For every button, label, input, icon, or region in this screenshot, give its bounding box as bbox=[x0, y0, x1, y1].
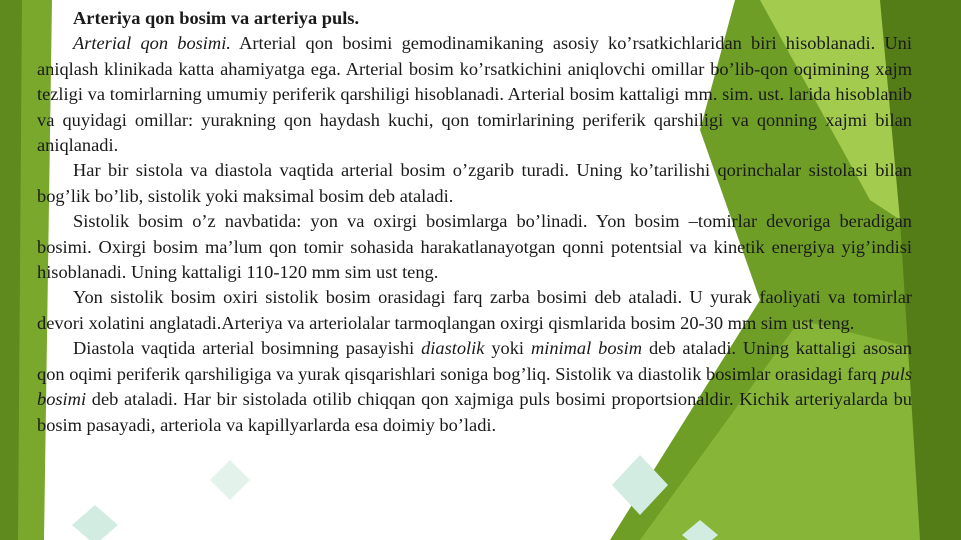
section-title: Arteriya qon bosim va arteriya puls. bbox=[73, 8, 360, 28]
paragraph-stroke-pressure: Yon sistolik bosim oxiri sistolik bosim orasidagi farq zarba bosimi deb ataladi. U yurak faoliyati va tomirlar devori xolatini anglatadi.Arteriya va arteriolalar tarmoqlangan oxirgi qismlarida bosim 20-30 mm sim ust teng. bbox=[37, 287, 912, 333]
term-diastolic: diastolik bbox=[421, 338, 485, 359]
paragraph-systolic-pressure: Sistolik bosim o’z navbatida: yon va oxirgi bosimlarga bo’linadi. Yon bosim –tomirlar devoriga beradigan bosimi. Oxirgi bosim ma’lum qon tomir sohasida harakatlanayotgan qonni potentsial va kinetik energiya yig’indisi hisoblanadi. Uning kattaligi 110-120 mm sim ust teng. bbox=[37, 211, 912, 283]
paragraph-5-part-b: yoki bbox=[484, 338, 531, 359]
term-pulse-pressure: puls bosimi bbox=[37, 363, 912, 410]
paragraph-5-part-a: Diastola vaqtida arterial bosimning pasayishi bbox=[73, 338, 422, 359]
paragraph-arterial-pressure bbox=[37, 31, 912, 158]
paragraph-diastolic-pressure bbox=[37, 336, 912, 438]
paragraph-1-text: Arterial qon bosimi gemodinamikaning asosiy ko’rsatkichlaridan biri hisoblanadi. Uni aniqlash klinikada katta ahamiyatga ega. Arterial bosim ko’rsatkichini aniqlovchi omillar bo’lib-qon oqimining xajm tezligi va tomirlarning umumiy periferik qarshiligi hisoblanadi. Arterial bosim kattaligi mm. sim. ust. larida hisoblanib va quyidagi omillar: yurakning qon haydash kuchi, qon tomirlarining periferik qarshiligi va qonning xajmi bilan aniqlanadi. bbox=[37, 33, 912, 156]
paragraph-systole-diastole: Har bir sistola va diastola vaqtida arterial bosim o’zgarib turadi. Uning ko’tarilishi qorinchalar sistolasi bilan bog’lik bo’lib, sistolik yoki maksimal bosim deb ataladi. bbox=[37, 160, 912, 206]
term-arterial-pressure: Arterial qon bosimi. bbox=[73, 33, 231, 54]
term-minimal-pressure: minimal bosim bbox=[530, 338, 643, 359]
paragraph-5-part-c: deb ataladi. Uning kattaligi asosan qon oqimi periferik qarshiligiga va yurak qisqarishlari soniga bog’liq. Sistolik va diastolik bosimlar orasidagi farq bbox=[37, 338, 912, 384]
paragraph-5-part-d: deb ataladi. Har bir sistolada otilib chiqqan qon xajmiga puls bosimi proportsionaldir. Kichik arteriyalarda bu bosim pasayadi, arteriola va kapillyarlarda esa doimiy bo’ladi. bbox=[37, 389, 912, 435]
document-text bbox=[37, 6, 912, 438]
